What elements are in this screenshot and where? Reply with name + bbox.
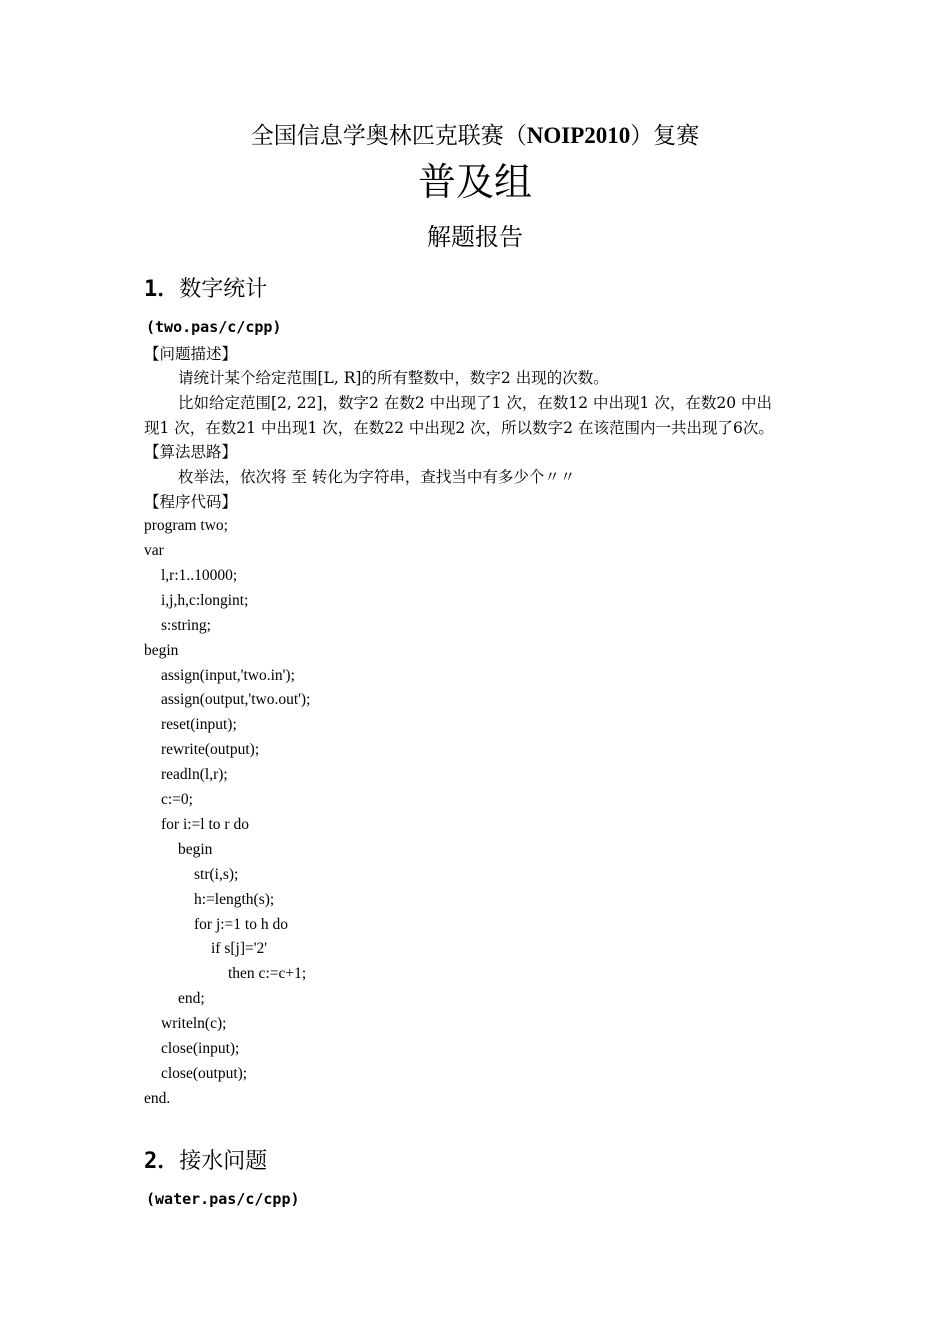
- problem-description-p2-line1: 比如给定范围[2, 22]，数字2 在数2 中出现了1 次，在数12 中出现1 次，在数20 中出: [178, 394, 772, 412]
- contest-title-suffix: ）复赛: [630, 123, 700, 149]
- code-line: program two;: [144, 517, 228, 534]
- code-line: for i:=l to r do: [161, 816, 249, 833]
- section-1-filename: (two.pas/c/cpp): [146, 318, 282, 336]
- contest-title: [0, 117, 950, 150]
- section-2-title: 接水问题: [179, 1149, 268, 1174]
- code-line: close(input);: [161, 1040, 240, 1057]
- code-line: l,r:1..10000;: [161, 567, 238, 584]
- code-line: s:string;: [161, 617, 211, 634]
- code-line: end;: [178, 990, 205, 1007]
- code-line: end.: [144, 1090, 171, 1107]
- code-line: then c:=c+1;: [228, 965, 307, 982]
- algorithm-text: 枚举法，依次将 至 转化为字符串，查找当中有多少个〃〃: [178, 468, 576, 486]
- group-title: 普及组: [417, 160, 532, 204]
- code-label: 【程序代码】: [144, 493, 238, 511]
- code-line: readln(l,r);: [161, 766, 228, 783]
- section-2-number: 2．: [144, 1149, 180, 1174]
- contest-title-code: NOIP2010: [526, 123, 631, 148]
- contest-title-prefix: 全国信息学奥林匹克联赛（: [250, 123, 527, 149]
- code-line: begin: [178, 841, 213, 858]
- section-2-heading: [144, 1144, 267, 1175]
- code-line: var: [144, 542, 164, 559]
- code-line: str(i,s);: [194, 866, 239, 883]
- algorithm-label: 【算法思路】: [144, 443, 238, 461]
- code-line: reset(input);: [161, 716, 237, 733]
- code-line: assign(input,'two.in');: [161, 667, 295, 684]
- problem-description-label: 【问题描述】: [144, 345, 238, 363]
- code-line: writeln(c);: [161, 1015, 227, 1032]
- code-line: i,j,h,c:longint;: [161, 592, 249, 609]
- code-line: assign(output,'two.out');: [161, 691, 311, 708]
- section-1-heading: [144, 272, 267, 303]
- section-1-title: 数字统计: [179, 277, 268, 302]
- code-line: h:=length(s);: [194, 891, 275, 908]
- code-line: for j:=1 to h do: [194, 916, 288, 933]
- section-2-filename: (water.pas/c/cpp): [146, 1190, 300, 1208]
- report-title: 解题报告: [427, 223, 523, 251]
- code-line: begin: [144, 642, 179, 659]
- code-line: c:=0;: [161, 791, 193, 808]
- code-line: rewrite(output);: [161, 741, 260, 758]
- problem-description-p2-line2: 现1 次，在数21 中出现1 次，在数22 中出现2 次，所以数字2 在该范围内一共出现了6次。: [144, 419, 774, 437]
- code-line: if s[j]='2': [211, 940, 268, 957]
- problem-description-p1: 请统计某个给定范围[L, R]的所有整数中，数字2 出现的次数。: [178, 369, 609, 387]
- section-1-number: 1．: [144, 277, 180, 302]
- code-line: close(output);: [161, 1065, 248, 1082]
